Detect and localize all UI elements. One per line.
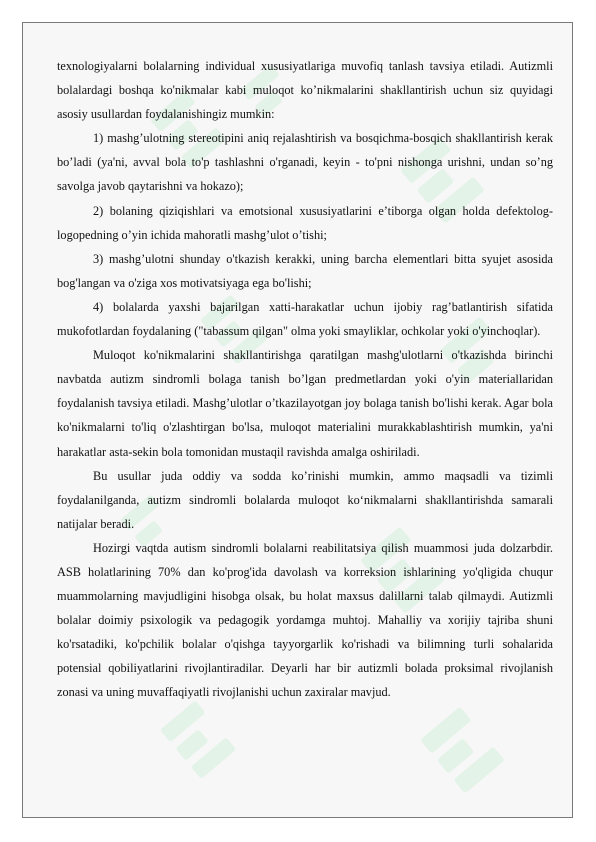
- list-item-2: 2) bolaning qiziqishlari va emotsional xususiyatlarini e’tiborga olgan holda defektolog-logopedning o’yin ichida mahoratli mashg’ulot o’tishi;: [57, 203, 553, 242]
- body-text: [57, 54, 553, 705]
- list-item-3: 3) mashg’ulotni shunday o'tkazish kerakki, uning barcha elementlari bitta syujet asosida bog'langan va o'ziga xos motivatsiyaga ega bo'lishi;: [57, 251, 553, 290]
- paragraph-training: Muloqot ko'nikmalarini shakllantirishga qaratilgan mashg'ulotlarni o'tkazishda birinchi navbatda autizm sindromli bolaga tanish bo’lgan predmetlardan yoki o'yin materiallaridan foydalanish tavsiya etiladi. Mashg’ulotlar o’tkazilayotgan joy bolaga tanish bo'lishi kerak. Agar bola ko'nikmalarni to'liq o'zlashtirgan bo'lsa, muloqot materialini murakkablashtirish mumkin, ya'ni harakatlar asta-sekin bola tomonidan mustaqil ravishda amalga oshiriladi.: [57, 348, 553, 459]
- list-item-1: 1) mashg’ulotning stereotipini aniq rejalashtirish va bosqichma-bosqich shakllantirish kerak bo’ladi (ya'ni, avval bola to'p tashlashni o'rganadi, keyin - to'pni nishonga urishni, undan so’ng savolga javob qaytarishni va hokazo);: [57, 131, 553, 194]
- list-item-4: 4) bolalarda yaxshi bajarilgan xatti-harakatlar uchun ijobiy rag’batlantirish sifatida mukofotlardan foydalaning ("tabassum qilgan" olma yoki smayliklar, ochkolar yoki o'yinchoqlar).: [57, 299, 553, 339]
- paragraph-intro: texnologiyalarni bolalarning individual xususiyatlariga muvofiq tanlash tavsiya etiladi. Autizmli bolalardagi boshqa ko'nikmalar kabi muloqot ko’nikmalarini shakllantirish uchun siz quyidagi asosiy usullardan foydalanishingiz mumkin:: [57, 59, 553, 122]
- paragraph-methods: Bu usullar juda oddiy va sodda ko’rinishi mumkin, ammo maqsadli va tizimli foydalanilganda, autizm sindromli bolalarda muloqot ko‘nikmalarni shakllantirishda samarali natijalar beradi.: [57, 468, 553, 531]
- paragraph-rehabilitation: Hozirgi vaqtda autism sindromli bolalarni reabilitatsiya qilish muammosi juda dolzarbdir. ASB holatlarining 70% dan ko'prog'ida davolash va korreksion ishlarining yo'qligida chuqur muammolarning mavjudligini hisobga olsak, bu holat maxsus dalillarni talab qilmaydi. Autizmli bolalar doimiy psixologik va pedagogik yordamga muhtoj. Mahalliy va xorijiy tajriba shuni ko'rsatadiki, ko'pchilik bolalar o'qishga tayyorgarlik ko'rishadi va bilimning turli sohalarida potensial qobiliyatlarini rivojlantiradilar. Deyarli har bir autizmli bolada proksimal rivojlanish zonasi va uning muvaffaqiyatli rivojlanishi uchun zaxiralar mavjud.: [57, 540, 553, 700]
